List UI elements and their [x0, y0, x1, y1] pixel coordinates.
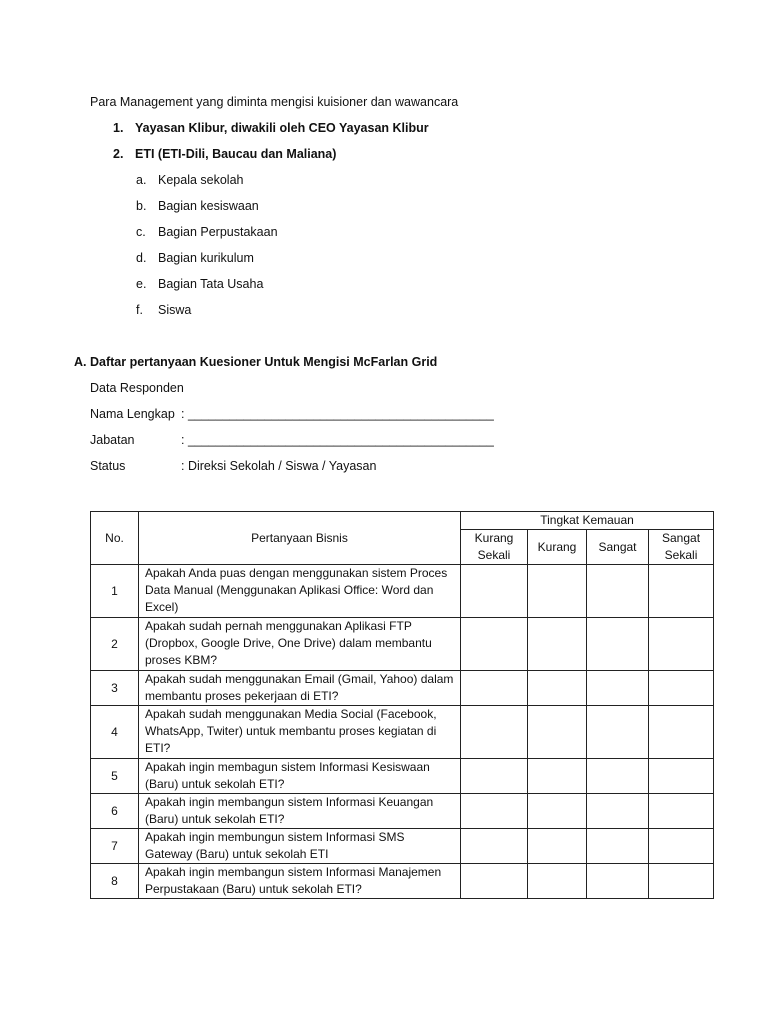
field-label: Status [90, 459, 126, 473]
item-letter: b. [136, 199, 147, 213]
header-question: Pertanyaan Bisnis [139, 512, 461, 565]
item-text: Bagian Tata Usaha [158, 277, 264, 291]
item-text: Bagian kurikulum [158, 251, 254, 265]
answer-cell[interactable] [461, 829, 528, 864]
item-number: 1. [113, 121, 124, 135]
answer-cell[interactable] [528, 829, 587, 864]
answer-cell[interactable] [649, 671, 714, 706]
lettered-item [136, 198, 259, 214]
item-text: Yayasan Klibur, diwakili oleh CEO Yayasan Klibur [135, 121, 429, 135]
header-scale: Sangat [587, 530, 649, 565]
answer-cell[interactable] [528, 706, 587, 759]
answer-cell[interactable] [461, 565, 528, 618]
lettered-item [136, 276, 263, 292]
answer-cell[interactable] [461, 671, 528, 706]
header-scale: Sangat Sekali [649, 530, 714, 565]
item-letter: c. [136, 225, 146, 239]
answer-cell[interactable] [528, 618, 587, 671]
answer-cell[interactable] [528, 565, 587, 618]
row-number: 1 [91, 565, 139, 618]
item-text: Kepala sekolah [158, 173, 244, 187]
row-question: Apakah Anda puas dengan menggunakan sistem Proces Data Manual (Menggunakan Aplikasi Office: Word dan Excel) [139, 565, 461, 618]
answer-cell[interactable] [649, 759, 714, 794]
table-row [91, 671, 714, 706]
answer-cell[interactable] [587, 759, 649, 794]
numbered-item [113, 146, 336, 162]
respondent-field [90, 406, 494, 422]
answer-cell[interactable] [461, 706, 528, 759]
section-letter: A. [74, 355, 87, 369]
table-row [91, 829, 714, 864]
intro-text: Para Management yang diminta mengisi kuisioner dan wawancara [90, 95, 459, 109]
answer-cell[interactable] [461, 759, 528, 794]
row-number: 2 [91, 618, 139, 671]
row-question: Apakah sudah menggunakan Media Social (Facebook, WhatsApp, Twiter) untuk membantu proses kegiatan di ETI? [139, 706, 461, 759]
item-letter: a. [136, 173, 147, 187]
respondent-field [90, 458, 376, 474]
row-number: 7 [91, 829, 139, 864]
answer-cell[interactable] [587, 794, 649, 829]
answer-cell[interactable] [461, 794, 528, 829]
row-number: 6 [91, 794, 139, 829]
item-letter: f. [136, 303, 143, 317]
lettered-item [136, 224, 278, 240]
field-value: : Direksi Sekolah / Siswa / Yayasan [181, 459, 377, 473]
answer-cell[interactable] [649, 794, 714, 829]
row-question: Apakah ingin membagun sistem Informasi Kesiswaan (Baru) untuk sekolah ETI? [139, 759, 461, 794]
questionnaire-table [90, 511, 714, 899]
table-row [91, 706, 714, 759]
answer-cell[interactable] [587, 618, 649, 671]
lettered-item [136, 302, 191, 318]
respondent-heading: Data Responden [90, 381, 184, 395]
header-scale: Kurang [528, 530, 587, 565]
table-row [91, 794, 714, 829]
answer-cell[interactable] [461, 618, 528, 671]
answer-cell[interactable] [587, 565, 649, 618]
item-text: Bagian Perpustakaan [158, 225, 278, 239]
table-row [91, 864, 714, 899]
row-number: 8 [91, 864, 139, 899]
field-label: Jabatan [90, 433, 135, 447]
item-letter: d. [136, 251, 147, 265]
answer-cell[interactable] [587, 829, 649, 864]
answer-cell[interactable] [528, 794, 587, 829]
answer-cell[interactable] [528, 864, 587, 899]
section-heading [74, 354, 437, 370]
lettered-item [136, 172, 243, 188]
item-text: Siswa [158, 303, 192, 317]
field-value[interactable]: : ____________________________________________ [181, 433, 494, 447]
header-no: No. [91, 512, 139, 565]
answer-cell[interactable] [649, 618, 714, 671]
item-text: Bagian kesiswaan [158, 199, 259, 213]
row-question: Apakah sudah pernah menggunakan Aplikasi FTP (Dropbox, Google Drive, One Drive) dalam membantu proses KBM? [139, 618, 461, 671]
answer-cell[interactable] [461, 864, 528, 899]
table-row [91, 759, 714, 794]
answer-cell[interactable] [649, 565, 714, 618]
respondent-field [90, 432, 494, 448]
item-text: ETI (ETI-Dili, Baucau dan Maliana) [135, 147, 337, 161]
section-title: Daftar pertanyaan Kuesioner Untuk Mengisi McFarlan Grid [90, 355, 438, 369]
answer-cell[interactable] [649, 706, 714, 759]
row-number: 3 [91, 671, 139, 706]
field-label: Nama Lengkap [90, 407, 175, 421]
row-number: 5 [91, 759, 139, 794]
header-group: Tingkat Kemauan [461, 512, 714, 530]
lettered-item [136, 250, 254, 266]
row-question: Apakah sudah menggunakan Email (Gmail, Yahoo) dalam membantu proses pekerjaan di ETI? [139, 671, 461, 706]
row-number: 4 [91, 706, 139, 759]
row-question: Apakah ingin membangun sistem Informasi Keuangan (Baru) untuk sekolah ETI? [139, 794, 461, 829]
answer-cell[interactable] [587, 706, 649, 759]
row-question: Apakah ingin membungun sistem Informasi SMS Gateway (Baru) untuk sekolah ETI [139, 829, 461, 864]
answer-cell[interactable] [649, 829, 714, 864]
answer-cell[interactable] [587, 864, 649, 899]
header-scale: Kurang Sekali [461, 530, 528, 565]
numbered-item [113, 120, 429, 136]
item-letter: e. [136, 277, 147, 291]
table-row [91, 618, 714, 671]
table-row [91, 565, 714, 618]
item-number: 2. [113, 147, 124, 161]
answer-cell[interactable] [649, 864, 714, 899]
answer-cell[interactable] [587, 671, 649, 706]
field-value[interactable]: : ____________________________________________ [181, 407, 494, 421]
row-question: Apakah ingin membangun sistem Informasi Manajemen Perpustakaan (Baru) untuk sekolah ETI? [139, 864, 461, 899]
answer-cell[interactable] [528, 759, 587, 794]
answer-cell[interactable] [528, 671, 587, 706]
